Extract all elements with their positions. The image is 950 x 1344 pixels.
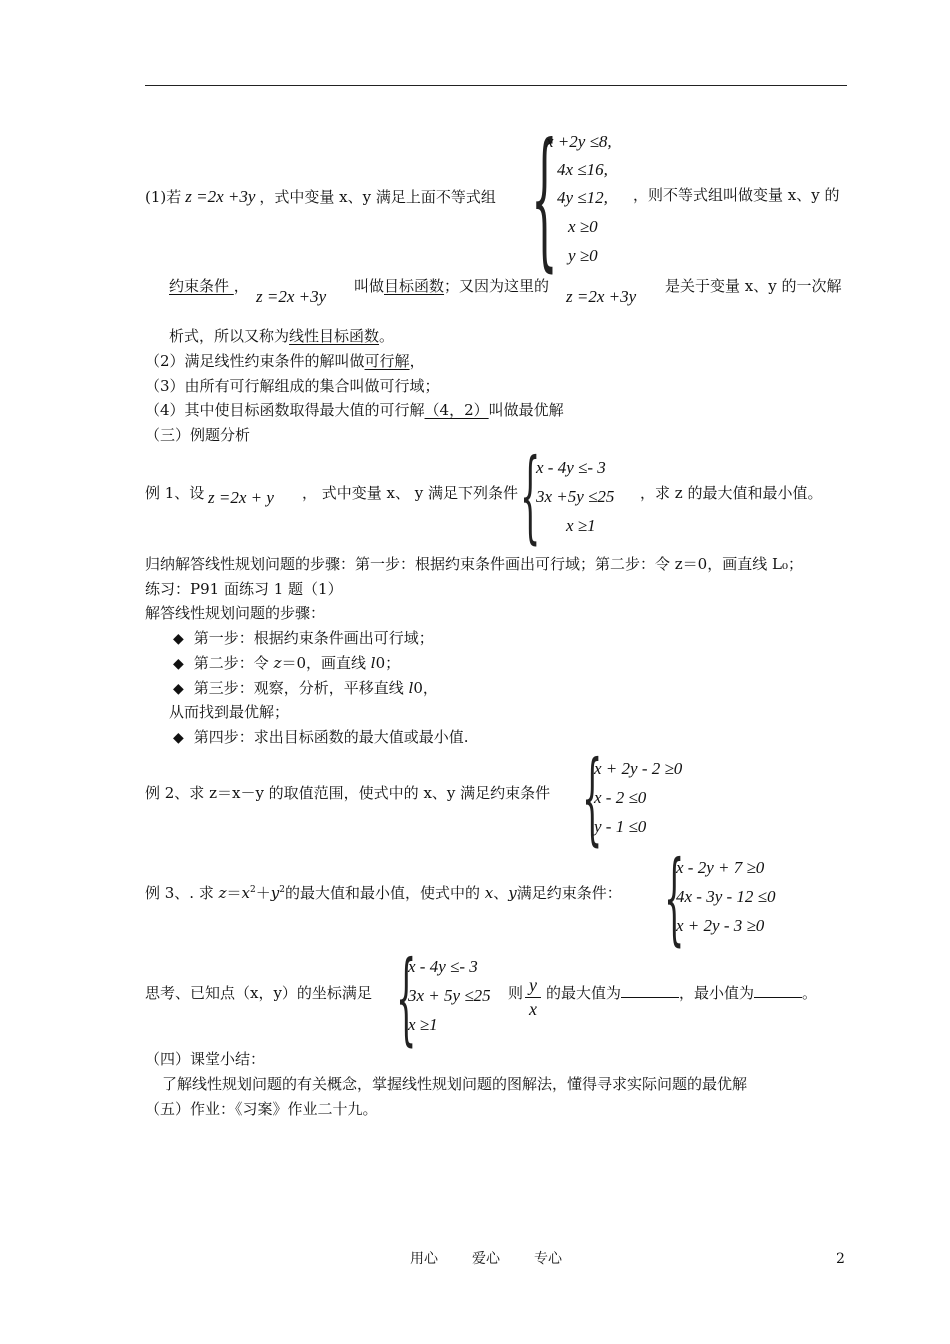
p1-ineq-4: x ≥0: [568, 217, 598, 236]
summary-text: 了解线性规划问题的有关概念，掌握线性规划问题的图解法，懂得寻求实际问题的最优解: [162, 1075, 748, 1093]
ex3-ineq-2: 4x - 3y - 12 ≤0: [676, 887, 776, 906]
think-brace: {: [396, 939, 417, 1056]
section-4-heading: （四）课堂小结：: [145, 1050, 266, 1068]
p1-expr: z =2x +3y: [185, 187, 256, 206]
p1-line2-expr2: z =2x +3y: [566, 287, 637, 306]
p1-line2b: 叫做目标函数；又因为这里的: [354, 277, 550, 295]
think-then: 则: [508, 984, 524, 1002]
step-2: ◆ 第二步：令 z＝0，画直线 l0；: [173, 654, 401, 672]
p1-line1: [145, 188, 496, 205]
p1-mid: ，式中变量 x、y 满足上面不等式组: [259, 188, 496, 206]
p1-line2a: 约束条件 ，: [169, 277, 249, 295]
y-over-x-fraction: y x: [525, 975, 541, 1020]
p1-ineq-2: 4x ≤16,: [557, 160, 608, 179]
ex1-ineq-3: x ≥1: [566, 516, 596, 535]
p1-line2d: 是关于变量 x、y 的一次解: [665, 277, 842, 295]
diamond-bullet-icon: ◆: [173, 656, 184, 672]
section-5-heading: （五）作业：《习案》作业二十九。: [145, 1100, 378, 1118]
ex1-suffix: ，求 z 的最大值和最小值。: [640, 484, 823, 502]
ex3-brace: {: [664, 839, 685, 956]
p1-ineq-1: x +2y ≤8,: [546, 132, 612, 151]
ex1-ineq-1: x - 4y ≤- 3: [536, 458, 606, 477]
term-objective: 目标函数: [384, 277, 445, 295]
step-4: ◆ 第四步：求出目标函数的最大值或最小值.: [173, 728, 469, 746]
p1-brace: {: [531, 112, 558, 286]
term-optimal: （4，2）: [424, 401, 489, 419]
think-answers: 的最大值为 ，最小值为 。: [546, 984, 818, 1002]
p1-line3: 析式，所以又称为线性目标函数。: [169, 327, 395, 345]
step-1: ◆ 第一步：根据约束条件画出可行域；: [173, 629, 434, 647]
p1-suffix: ，则不等式组叫做变量 x、y 的: [633, 186, 840, 204]
footer-motto: 用心 爱心 专心: [410, 1251, 562, 1267]
p2: （2）满足线性约束条件的解叫做可行解，: [145, 352, 425, 370]
diamond-bullet-icon: ◆: [173, 631, 184, 647]
think-ineq-3: x ≥1: [408, 1015, 438, 1034]
practice-line: 练习：P91 面练习 1 题（1）: [145, 580, 343, 598]
ex1-expr: z =2x + y: [208, 488, 274, 507]
ex2-brace: {: [582, 739, 603, 856]
ex1-prefix: 例 1、设: [145, 484, 205, 502]
term-linear-objective: 线性目标函数: [289, 327, 380, 345]
ex3-ineq-1: x - 2y + 7 ≥0: [676, 858, 765, 877]
ex3-text: 例 3、. 求 $z=x^2+y^2$的最大值和最小值，使式中的 x、y满足约束条件：: [145, 884, 622, 902]
step-3-continued: 从而找到最优解；: [169, 703, 290, 721]
ex2-ineq-2: x - 2 ≤0: [594, 788, 647, 807]
step-3: ◆ 第三步：观察，分析，平移直线 l0，: [173, 679, 438, 697]
think-prefix: 思考、已知点（x，y）的坐标满足: [145, 984, 372, 1002]
ex1-ineq-2: 3x +5y ≤25: [536, 487, 615, 506]
summary-steps-line: 归纳解答线性规划问题的步骤：第一步：根据约束条件画出可行域；第二步：令 z＝0，画直线 L₀；: [145, 555, 803, 573]
ex2-ineq-1: x + 2y - 2 ≥0: [594, 759, 683, 778]
think-ineq-2: 3x + 5y ≤25: [408, 986, 491, 1005]
think-ineq-1: x - 4y ≤- 3: [408, 957, 478, 976]
ex3-ineq-3: x + 2y - 3 ≥0: [676, 916, 765, 935]
term-feasible: 可行解: [364, 352, 410, 370]
p1-line2-expr1: z =2x +3y: [256, 287, 327, 306]
ex2-ineq-3: y - 1 ≤0: [594, 817, 647, 836]
ex1-brace: {: [520, 437, 541, 554]
diamond-bullet-icon: ◆: [173, 730, 184, 746]
steps-title: 解答线性规划问题的步骤：: [145, 604, 326, 622]
header-rule: [145, 85, 847, 86]
page-number: 2: [836, 1251, 845, 1267]
p1-prefix: (1)若: [145, 188, 182, 206]
p4: （4）其中使目标函数取得最大值的可行解（4，2）叫做最优解: [145, 401, 564, 419]
p1-ineq-3: 4y ≤12,: [557, 188, 608, 207]
p1-ineq-5: y ≥0: [568, 246, 598, 265]
ex2-text: 例 2、求 z＝x－y 的取值范围，使式中的 x、y 满足约束条件: [145, 784, 551, 802]
term-constraint: 约束条件: [169, 277, 234, 295]
min-value-blank[interactable]: [754, 997, 802, 998]
max-value-blank[interactable]: [621, 997, 679, 998]
ex1-mid: ， 式中变量 x、 y 满足下列条件: [302, 484, 519, 502]
p3: （3）由所有可行解组成的集合叫做可行域；: [145, 377, 440, 395]
section-3-heading: （三）例题分析: [145, 426, 251, 444]
diamond-bullet-icon: ◆: [173, 681, 184, 697]
